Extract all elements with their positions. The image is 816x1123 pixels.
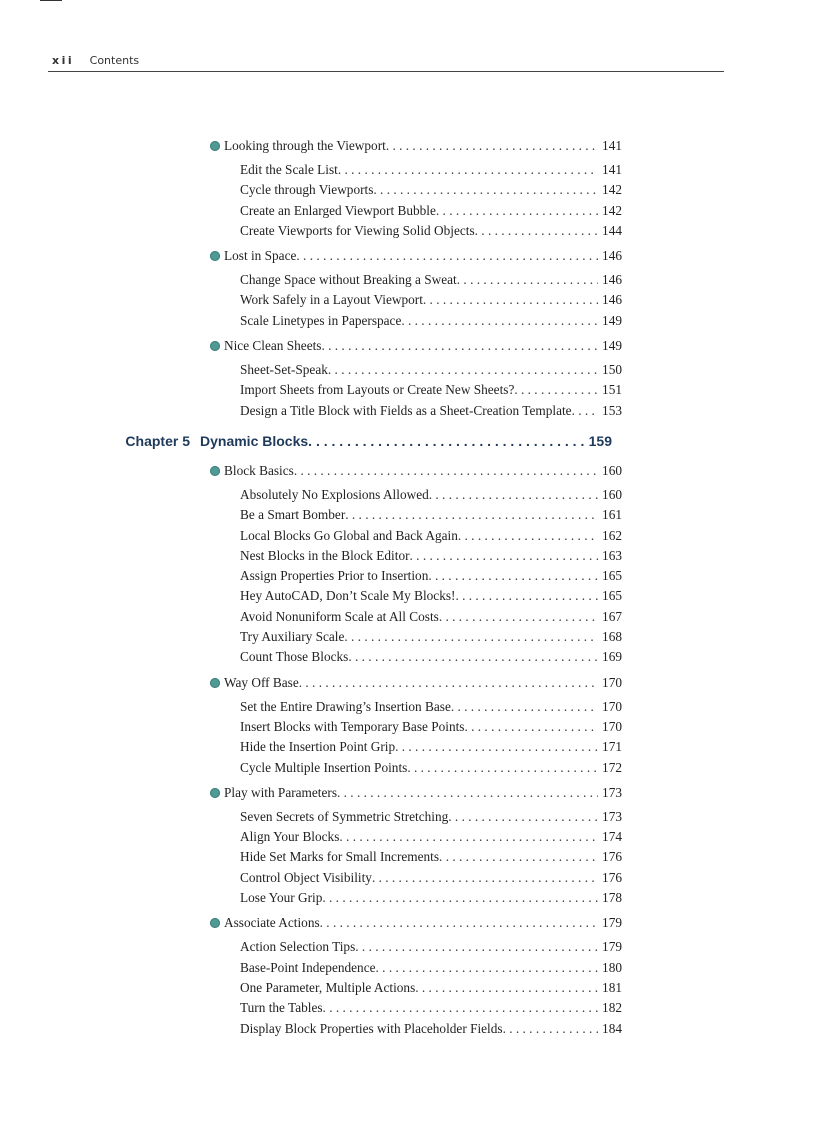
toc-topic-entry[interactable] xyxy=(240,629,622,649)
toc-topic-entry[interactable] xyxy=(240,829,622,849)
entry-page-number: 170 xyxy=(602,674,622,690)
dot-leader xyxy=(355,939,598,955)
toc-topic-entry[interactable] xyxy=(240,203,622,223)
toc-topic-entry[interactable] xyxy=(240,1000,622,1020)
dot-leader xyxy=(410,548,599,564)
toc-section-entry[interactable] xyxy=(210,138,622,159)
entry-title: Lose Your Grip xyxy=(240,890,323,906)
entry-title: Display Block Properties with Placeholder Fields xyxy=(240,1020,503,1036)
entry-title: Play with Parameters xyxy=(224,784,337,800)
running-head-title: Contents xyxy=(89,54,140,67)
entry-page-number: 173 xyxy=(602,784,622,800)
toc-chapter-entry[interactable] xyxy=(0,433,816,455)
entry-title: Cycle Multiple Insertion Points xyxy=(240,759,408,775)
toc-topic-entry[interactable] xyxy=(240,362,622,382)
entry-title: Control Object Visibility xyxy=(240,869,372,885)
dot-leader xyxy=(299,675,598,691)
page-folio: xii xyxy=(52,54,75,67)
entry-page-number: 146 xyxy=(602,248,622,264)
entry-page-number: 151 xyxy=(602,382,622,398)
toc-topic-entry[interactable] xyxy=(240,890,622,910)
entry-title: Absolutely No Explosions Allowed xyxy=(240,486,429,502)
dot-leader xyxy=(386,138,598,154)
entry-title: Local Blocks Go Global and Back Again xyxy=(240,527,458,543)
dot-leader xyxy=(348,649,598,665)
toc-section-entry[interactable] xyxy=(210,463,622,484)
entry-page-number: 141 xyxy=(602,162,622,177)
section-bullet-icon xyxy=(210,141,220,151)
toc-topic-entry[interactable] xyxy=(240,528,622,548)
toc-section-entry[interactable] xyxy=(210,915,622,936)
entry-title: Edit the Scale List xyxy=(240,162,338,177)
header-rule xyxy=(48,71,724,72)
entry-page-number: 172 xyxy=(602,759,622,775)
entry-page-number: 146 xyxy=(602,292,622,308)
toc-topic-entry[interactable] xyxy=(240,849,622,869)
dot-leader xyxy=(428,568,598,584)
entry-page-number: 160 xyxy=(602,486,622,502)
toc-topic-entry[interactable] xyxy=(240,507,622,527)
dot-leader xyxy=(337,785,598,801)
entry-title: Hide Set Marks for Small Increments xyxy=(240,849,440,865)
dot-leader xyxy=(322,890,598,906)
dot-leader xyxy=(514,382,598,398)
entry-page-number: 162 xyxy=(602,527,622,543)
entry-title: Assign Properties Prior to Insertion xyxy=(240,568,429,584)
entry-title: Associate Actions xyxy=(224,915,320,931)
entry-title: Set the Entire Drawing’s Insertion Base xyxy=(240,698,451,714)
dot-leader xyxy=(345,507,598,523)
chapter-title: Dynamic Blocks xyxy=(200,432,309,449)
dot-leader xyxy=(294,463,598,479)
toc-section-entry[interactable] xyxy=(210,248,622,269)
entry-page-number: 160 xyxy=(602,462,622,478)
entry-page-number: 165 xyxy=(602,588,622,604)
entry-title: Nest Blocks in the Block Editor xyxy=(240,547,410,563)
dot-leader xyxy=(451,699,598,715)
toc-topic-entry[interactable] xyxy=(240,403,622,423)
dot-leader xyxy=(423,292,598,308)
toc-topic-entry[interactable] xyxy=(240,870,622,890)
entry-title: Hey AutoCAD, Don’t Scale My Blocks! xyxy=(240,588,456,604)
toc-section-entry[interactable] xyxy=(210,338,622,359)
dot-leader xyxy=(457,272,598,288)
running-head xyxy=(52,54,139,67)
dot-leader xyxy=(339,829,598,845)
entry-title: Change Space without Breaking a Sweat xyxy=(240,272,457,288)
dot-leader xyxy=(296,248,598,264)
dot-leader xyxy=(376,960,599,976)
entry-title: Create Viewports for Viewing Solid Objects xyxy=(240,222,475,238)
dot-leader xyxy=(320,915,598,931)
dot-leader xyxy=(338,162,598,178)
toc-topic-entry[interactable] xyxy=(240,719,622,739)
section-bullet-icon xyxy=(210,788,220,798)
toc-topic-entry[interactable] xyxy=(240,939,622,959)
dot-leader xyxy=(407,760,598,776)
entry-page-number: 163 xyxy=(602,547,622,563)
entry-page-number: 176 xyxy=(602,849,622,865)
dot-leader xyxy=(436,203,598,219)
entry-page-number: 165 xyxy=(602,568,622,584)
dot-leader xyxy=(455,588,598,604)
entry-title: Turn the Tables xyxy=(240,1000,323,1016)
entry-page-number: 170 xyxy=(602,718,622,734)
toc-topic-entry[interactable] xyxy=(240,223,622,243)
entry-title: Looking through the Viewport xyxy=(224,138,386,153)
dot-leader xyxy=(439,609,598,625)
toc-topic-entry[interactable] xyxy=(240,272,622,292)
entry-page-number: 180 xyxy=(602,959,622,975)
entry-page-number: 149 xyxy=(602,312,622,328)
entry-title: Hide the Insertion Point Grip xyxy=(240,739,396,755)
entry-title: Lost in Space xyxy=(224,248,297,264)
entry-page-number: 174 xyxy=(602,829,622,845)
entry-title: Base-Point Independence xyxy=(240,959,376,975)
toc-topic-entry[interactable] xyxy=(240,182,622,202)
toc-topic-entry[interactable] xyxy=(240,588,622,608)
dot-leader xyxy=(429,487,598,503)
entry-page-number: 173 xyxy=(602,808,622,824)
toc-topic-entry[interactable] xyxy=(240,809,622,829)
entry-title: Avoid Nonuniform Scale at All Costs xyxy=(240,608,439,624)
entry-title: Cycle through Viewports xyxy=(240,182,374,198)
entry-title: Sheet-Set-Speak xyxy=(240,362,328,378)
entry-page-number: 184 xyxy=(602,1020,622,1036)
toc-section-entry[interactable] xyxy=(210,785,622,806)
chapter-number: Chapter 5 xyxy=(125,432,190,449)
entry-page-number: 176 xyxy=(602,869,622,885)
dot-leader xyxy=(503,1021,598,1037)
dot-leader xyxy=(475,223,598,239)
entry-page-number: 161 xyxy=(602,507,622,523)
entry-title: Seven Secrets of Symmetric Stretching xyxy=(240,808,449,824)
entry-title: Be a Smart Bomber xyxy=(240,507,346,523)
entry-title: Count Those Blocks xyxy=(240,649,349,665)
entry-title: Align Your Blocks xyxy=(240,829,340,845)
entry-title: Action Selection Tips xyxy=(240,939,356,955)
section-bullet-icon xyxy=(210,918,220,928)
entry-page-number: 153 xyxy=(602,402,622,418)
entry-page-number: 170 xyxy=(602,698,622,714)
toc-topic-entry[interactable] xyxy=(240,487,622,507)
dot-leader xyxy=(344,629,598,645)
dot-leader xyxy=(323,1000,599,1016)
toc-topic-entry[interactable] xyxy=(240,980,622,1000)
entry-page-number: 168 xyxy=(602,629,622,645)
dot-leader xyxy=(308,433,584,449)
entry-page-number: 178 xyxy=(602,890,622,906)
entry-title: Way Off Base xyxy=(224,674,299,690)
entry-title: Design a Title Block with Fields as a Sheet-Creation Template xyxy=(240,402,572,418)
entry-page-number: 146 xyxy=(602,272,622,288)
entry-title: Block Basics xyxy=(224,462,294,478)
dot-leader xyxy=(439,849,598,865)
entry-title: Scale Linetypes in Paperspace xyxy=(240,312,402,328)
section-bullet-icon xyxy=(210,466,220,476)
dot-leader xyxy=(415,980,598,996)
dot-leader xyxy=(321,338,598,354)
entry-title: Import Sheets from Layouts or Create New Sheets? xyxy=(240,382,515,398)
toc-topic-entry[interactable] xyxy=(240,649,622,669)
toc-topic-entry[interactable] xyxy=(240,960,622,980)
entry-title: Create an Enlarged Viewport Bubble xyxy=(240,202,436,218)
entry-page-number: 142 xyxy=(602,182,622,198)
toc-topic-entry[interactable] xyxy=(240,548,622,568)
entry-title: Work Safely in a Layout Viewport xyxy=(240,292,423,308)
entry-page-number: 144 xyxy=(602,222,622,238)
toc-topic-entry[interactable] xyxy=(240,739,622,759)
section-bullet-icon xyxy=(210,341,220,351)
table-of-contents xyxy=(0,138,816,1041)
entry-page-number: 171 xyxy=(602,739,622,755)
entry-page-number: 182 xyxy=(602,1000,622,1016)
entry-title: Try Auxiliary Scale xyxy=(240,629,345,645)
toc-topic-entry[interactable] xyxy=(240,699,622,719)
toc-topic-entry[interactable] xyxy=(240,609,622,629)
dot-leader xyxy=(372,870,598,886)
entry-page-number: 150 xyxy=(602,362,622,378)
entry-page-number: 179 xyxy=(602,939,622,955)
dot-leader xyxy=(464,719,598,735)
dot-leader xyxy=(448,809,598,825)
toc-topic-entry[interactable] xyxy=(240,382,622,402)
entry-page-number: 169 xyxy=(602,649,622,665)
dot-leader xyxy=(572,403,598,419)
entry-title: Insert Blocks with Temporary Base Points xyxy=(240,718,465,734)
section-bullet-icon xyxy=(210,251,220,261)
entry-page-number: 181 xyxy=(602,979,622,995)
dot-leader xyxy=(458,528,598,544)
entry-page-number: 149 xyxy=(602,338,622,354)
entry-page-number: 179 xyxy=(602,915,622,931)
dot-leader xyxy=(401,313,598,329)
dot-leader xyxy=(395,739,598,755)
toc-topic-entry[interactable] xyxy=(240,313,622,333)
crop-mark xyxy=(40,0,62,1)
toc-topic-entry[interactable] xyxy=(240,568,622,588)
toc-topic-entry[interactable] xyxy=(240,292,622,312)
section-bullet-icon xyxy=(210,678,220,688)
chapter-page-number: 159 xyxy=(588,432,612,449)
entry-page-number: 142 xyxy=(602,202,622,218)
entry-page-number: 141 xyxy=(602,138,622,153)
entry-page-number: 167 xyxy=(602,608,622,624)
toc-topic-entry[interactable] xyxy=(240,1021,622,1041)
toc-topic-entry[interactable] xyxy=(240,162,622,182)
dot-leader xyxy=(373,182,598,198)
entry-title: Nice Clean Sheets xyxy=(224,338,322,354)
dot-leader xyxy=(328,362,598,378)
entry-title: One Parameter, Multiple Actions xyxy=(240,979,416,995)
toc-section-entry[interactable] xyxy=(210,675,622,696)
toc-topic-entry[interactable] xyxy=(240,760,622,780)
